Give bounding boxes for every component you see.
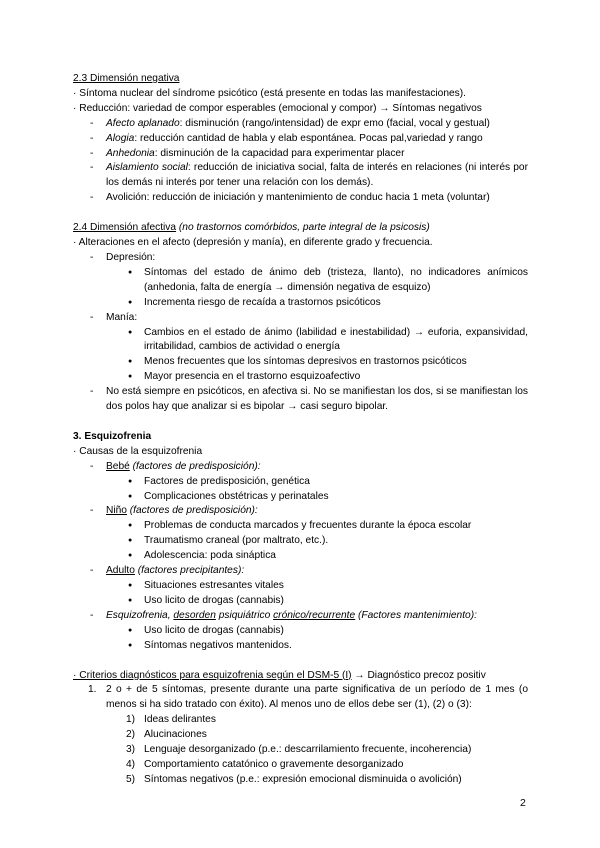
list-item: - Adulto (factores precipitantes): xyxy=(73,564,528,579)
list-item: - Aislamiento social: reducción de iniciativa social, falta de interés en relaciones (ni interés por los demás ni interés por tener una relación con los demás). xyxy=(73,161,528,191)
bullet-item: ● Problemas de conducta marcados y frecuentes durante la época escolar xyxy=(73,519,528,534)
paragraph: · Síntoma nuclear del síndrome psicótico (está presente en todas las manifestaciones). xyxy=(73,87,466,99)
numbered-subitem: 1) Ideas delirantes xyxy=(126,714,216,726)
numbered-subitem: 4) Comportamiento catatónico o gravemente desorganizado xyxy=(126,758,404,770)
numbered-subitem: 2) Alucinaciones xyxy=(126,729,207,741)
paragraph: · Reducción: variedad de compor esperables (emocional y compor) → Síntomas negativos xyxy=(73,102,482,114)
bullet-item: ● Factores de predisposición, genética xyxy=(73,475,528,490)
bullet-item: ● Cambios en el estado de ánimo (labilidad e inestabilidad) → euforia, expansividad, irritabilidad, cambios de actividad o energía xyxy=(73,326,528,356)
list-item: - Alogia: reducción cantidad de habla y elab espontánea. Pocas pal,variedad y rango xyxy=(73,132,528,147)
bullet-item: ● Complicaciones obstétricas y perinatales xyxy=(73,490,528,505)
numbered-item: 1. 2 o + de 5 síntomas, presente durante una parte significativa de un período de 1 mes (o menos si ha sido tratado con éxito). Al menos uno de ellos debe ser (1), (2) o (3): xyxy=(88,684,528,711)
bullet-item: ● Situaciones estresantes vitales xyxy=(73,579,528,594)
list-item: - Bebé (factores de predisposición): xyxy=(73,460,528,475)
bullet-item: ● Uso licito de drogas (cannabis) xyxy=(73,624,528,639)
bullet-item: ● Incrementa riesgo de recaída a trastornos psicóticos xyxy=(73,296,528,311)
section-heading-negative: 2.3 Dimensión negativa xyxy=(73,73,180,84)
list-item: - Anhedonia: disminución de la capacidad para experimentar placer xyxy=(73,147,528,162)
bullet-item: ● Menos frecuentes que los síntomas depresivos en trastornos psicóticos xyxy=(73,355,528,370)
list-item: - Afecto aplanado: disminución (rango/intensidad) de expr emo (facial, vocal y gestual) xyxy=(73,117,528,132)
criteria-heading: · Criterios diagnósticos para esquizofrenia según el DSM-5 (I) → Diagnóstico precoz positiv xyxy=(73,669,486,681)
numbered-subitem: 3) Lenguaje desorganizado (p.e.: descarrilamiento frecuente, incoherencia) xyxy=(126,744,472,756)
paragraph: · Causas de la esquizofrenia xyxy=(73,445,203,457)
list-item: - Avolición: reducción de iniciación y mantenimiento de conduc hacia 1 meta (voluntar) xyxy=(73,191,528,206)
bullet-item: ● Mayor presencia en el trastorno esquizoafectivo xyxy=(73,370,528,385)
bullet-item: ● Síntomas negativos mantenidos. xyxy=(73,639,528,654)
bullet-item: ● Uso licito de drogas (cannabis) xyxy=(73,594,528,609)
list-item: - Niño (factores de predisposición): xyxy=(73,504,528,519)
list-item: - Esquizofrenia, desorden psiquiátrico crónico/recurrente (Factores mantenimiento): xyxy=(73,609,528,624)
page-number: 2 xyxy=(520,797,526,809)
paragraph: · Alteraciones en el afecto (depresión y manía), en diferente grado y frecuencia. xyxy=(73,237,433,249)
section-heading-affective: 2.4 Dimensión afectiva (no trastornos comórbidos, parte integral de la psicosis) xyxy=(73,222,430,234)
bullet-item: ● Síntomas del estado de ánimo deb (tristeza, llanto), no indicadores anímicos (anhedonia, falta de energía → dimensión negativa de esquizo) xyxy=(73,266,528,296)
numbered-subitem: 5) Síntomas negativos (p.e.: expresión emocional disminuida o avolición) xyxy=(126,773,462,785)
list-item: - No está siempre en psicóticos, en afectiva si. No se manifiestan los dos, si se manifiestan los dos polos hay que analizar si es bipolar → casi seguro bipolar. xyxy=(73,385,528,415)
list-item: - Manía: xyxy=(73,311,528,326)
bullet-item: ● Traumatismo craneal (por maltrato, etc.). xyxy=(73,534,528,549)
page-content xyxy=(73,72,528,788)
section-heading-schizophrenia: 3. Esquizofrenia xyxy=(73,430,152,442)
list-item: - Depresión: xyxy=(73,251,528,266)
bullet-item: ● Adolescencia: poda sináptica xyxy=(73,549,528,564)
